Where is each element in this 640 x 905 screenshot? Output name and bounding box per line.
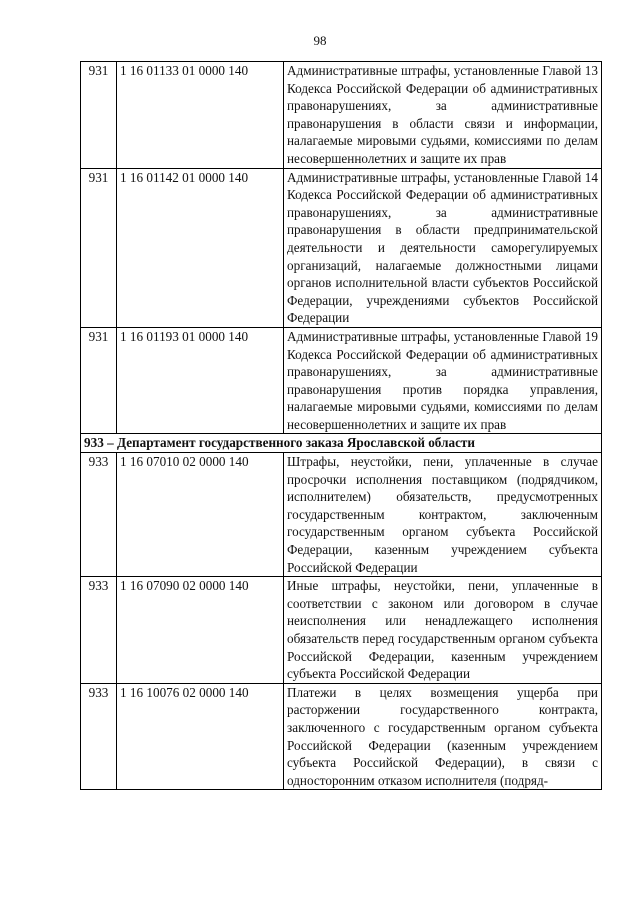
admin-code-cell: 933 <box>81 683 117 790</box>
table-row <box>81 62 602 169</box>
table-body <box>81 62 602 790</box>
table-row <box>81 327 602 434</box>
admin-code-cell: 931 <box>81 62 117 169</box>
table-row <box>81 453 602 577</box>
admin-code-cell: 933 <box>81 453 117 577</box>
section-header-row <box>81 434 602 453</box>
budget-classification-code-cell: 1 16 07010 02 0000 140 <box>117 453 284 577</box>
revenue-description-cell: Платежи в целях возмещения ущерба при расторжении государственного контракта, заключенного с государственным органом субъекта Российской Федерации (казенным учреждением субъекта Российской Федерации), в связи с односторонним отказом исполнителя (подряд- <box>284 683 602 790</box>
admin-code-cell: 933 <box>81 577 117 684</box>
budget-classification-code-cell: 1 16 10076 02 0000 140 <box>117 683 284 790</box>
budget-classification-code-cell: 1 16 01133 01 0000 140 <box>117 62 284 169</box>
page-number: 98 <box>313 33 327 48</box>
revenue-description-cell: Административные штрафы, установленные Главой 13 Кодекса Российской Федерации об административных правонарушениях, за административные правонарушения в области связи и информации, налагаемые мировыми судьями, комиссиями по делам несовершеннолетних и защите их прав <box>284 62 602 169</box>
admin-code-cell: 931 <box>81 168 117 327</box>
budget-classification-code-cell: 1 16 01193 01 0000 140 <box>117 327 284 434</box>
revenue-description-cell: Штрафы, неустойки, пени, уплаченные в случае просрочки исполнения поставщиком (подрядчиком, исполнителем) обязательств, предусмотренных государственным контрактом, заключенным государственным органом субъекта Российской Федерации, казенным учреждением субъекта Российской Федерации <box>284 453 602 577</box>
admin-code-cell: 931 <box>81 327 117 434</box>
revenue-description-cell: Административные штрафы, установленные Главой 19 Кодекса Российской Федерации об административных правонарушениях, за административные правонарушения против порядка управления, налагаемые мировыми судьями, комиссиями по делам несовершеннолетних и защите их прав <box>284 327 602 434</box>
revenue-description-cell: Административные штрафы, установленные Главой 14 Кодекса Российской Федерации об административных правонарушениях, за административные правонарушения в области предпринимательской деятельности и деятельности саморегулируемых организаций, налагаемые должностными лицами органов исполнительной власти субъектов Российской Федерации, учреждениями субъектов Российской Федерации <box>284 168 602 327</box>
budget-classification-code-cell: 1 16 01142 01 0000 140 <box>117 168 284 327</box>
revenue-codes-table <box>80 61 602 790</box>
section-title: 933 – Департамент государственного заказа Ярославской области <box>81 434 602 453</box>
table-row <box>81 168 602 327</box>
budget-classification-code-cell: 1 16 07090 02 0000 140 <box>117 577 284 684</box>
revenue-description-cell: Иные штрафы, неустойки, пени, уплаченные в соответствии с законом или договором в случае неисполнения или ненадлежащего исполнения обязательств перед государственным органом субъекта Российской Федерации, казенным учреждением субъекта Российской Федерации <box>284 577 602 684</box>
table-row <box>81 577 602 684</box>
table-row <box>81 683 602 790</box>
